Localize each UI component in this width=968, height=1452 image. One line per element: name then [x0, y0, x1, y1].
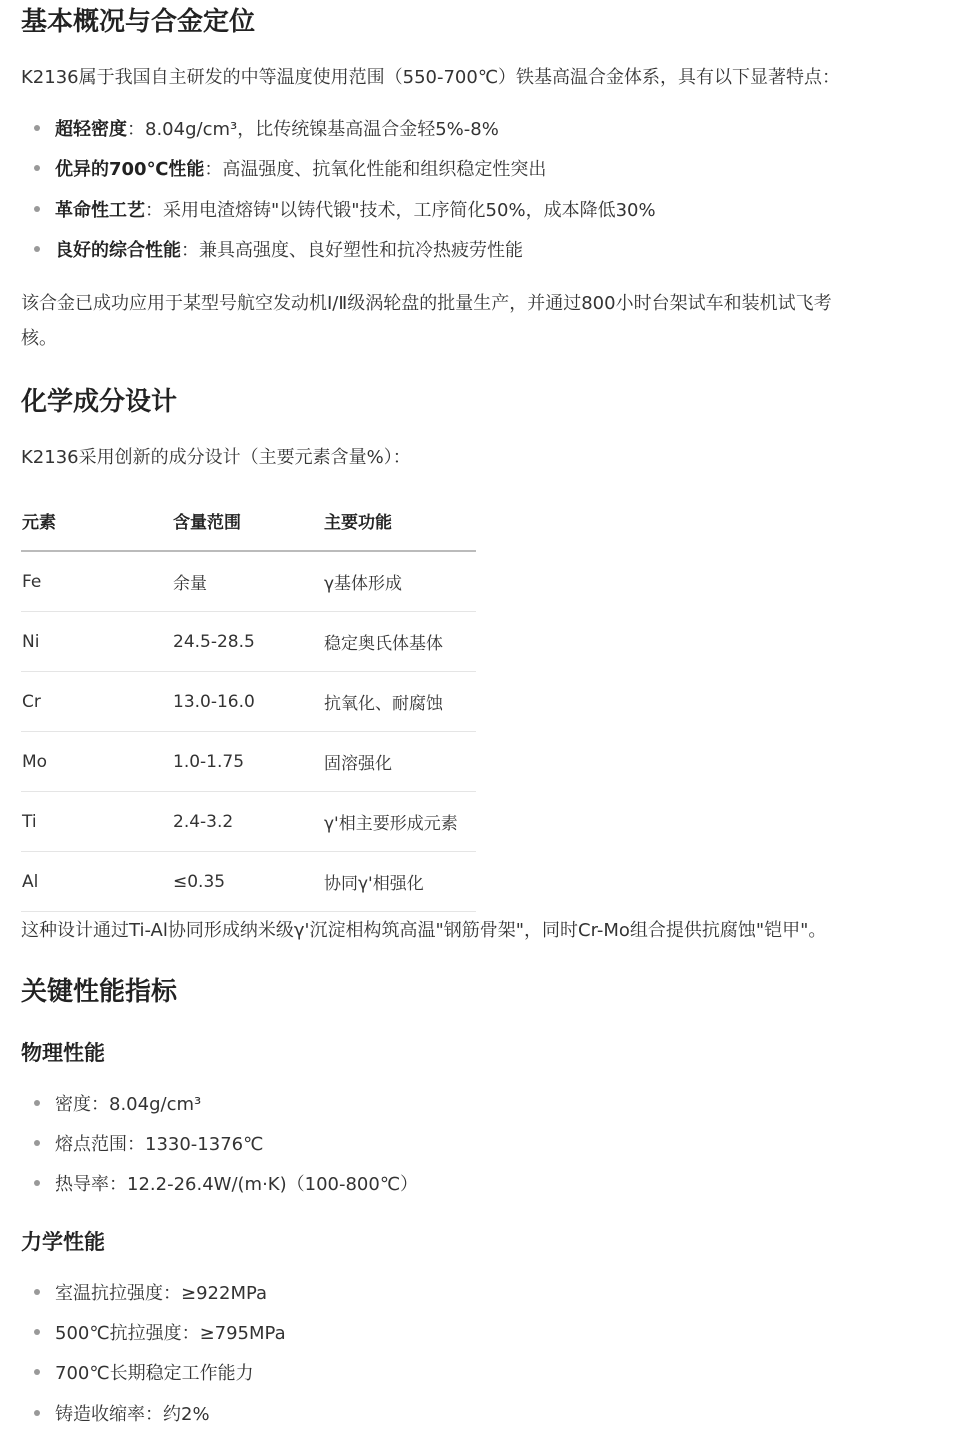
subheading-physical: 物理性能 — [21, 1041, 105, 1065]
section-heading-overview: 基本概况与合金定位 — [21, 7, 256, 37]
list-item: 700℃长期稳定工作能力 — [34, 1361, 254, 1387]
cell: Al — [21, 852, 172, 912]
column-header: 含量范围 — [172, 490, 323, 551]
cell: 24.5-28.5 — [172, 612, 323, 672]
cell: 余量 — [172, 551, 323, 612]
list-item — [34, 117, 499, 143]
list-item: 室温抗拉强度：≥922MPa — [34, 1281, 267, 1307]
table-row — [21, 792, 476, 852]
table-row — [21, 672, 476, 732]
application-paragraph-line1: 该合金已成功应用于某型号航空发动机Ⅰ/Ⅱ级涡轮盘的批量生产，并通过800小时台架试车和装机试飞考 — [21, 293, 832, 314]
cell: 2.4-3.2 — [172, 792, 323, 852]
list-item: 熔点范围：1330-1376℃ — [34, 1132, 263, 1158]
subheading-mechanical: 力学性能 — [21, 1230, 105, 1254]
composition-summary: 这种设计通过Ti-Al协同形成纳米级γ'沉淀相构筑高温"钢筋骨架"，同时Cr-Mo组合提供抗腐蚀"铠甲"。 — [21, 920, 827, 941]
list-item — [34, 198, 656, 224]
cell: 13.0-16.0 — [172, 672, 323, 732]
list-item — [34, 238, 523, 264]
item-label: 良好的综合性能 — [55, 240, 181, 261]
table-row — [21, 852, 476, 912]
section-heading-performance: 关键性能指标 — [21, 977, 178, 1007]
item-text: ：高温强度、抗氧化性能和组织稳定性突出 — [204, 159, 547, 180]
item-text: ：采用电渣熔铸"以铸代锻"技术，工序简化50%，成本降低30% — [145, 200, 656, 221]
list-item: 热导率：12.2-26.4W/(m·K)（100-800℃） — [34, 1172, 418, 1198]
composition-intro: K2136采用创新的成分设计（主要元素含量%）： — [21, 447, 411, 468]
column-header: 主要功能 — [323, 490, 476, 551]
cell: 稳定奥氏体基体 — [323, 612, 476, 672]
cell: γ基体形成 — [323, 551, 476, 612]
cell: 固溶强化 — [323, 732, 476, 792]
list-item: 密度：8.04g/cm³ — [34, 1092, 201, 1118]
intro-paragraph: K2136属于我国自主研发的中等温度使用范围（550-700℃）铁基高温合金体系，具有以下显著特点： — [21, 67, 841, 88]
table-row — [21, 551, 476, 612]
cell: Ni — [21, 612, 172, 672]
item-label: 优异的700℃性能 — [55, 159, 205, 180]
table-row — [21, 732, 476, 792]
table-row — [21, 612, 476, 672]
list-item — [34, 157, 546, 183]
composition-table — [21, 490, 476, 912]
cell: γ'相主要形成元素 — [323, 792, 476, 852]
cell: Fe — [21, 551, 172, 612]
item-text: ：兼具高强度、良好塑性和抗冷热疲劳性能 — [181, 240, 523, 261]
cell: 1.0-1.75 — [172, 732, 323, 792]
list-item: 铸造收缩率：约2% — [34, 1402, 210, 1428]
cell: Mo — [21, 732, 172, 792]
section-heading-composition: 化学成分设计 — [21, 387, 178, 417]
item-label: 革命性工艺 — [55, 200, 145, 221]
table-header-row — [21, 490, 476, 551]
item-label: 超轻密度 — [55, 119, 127, 140]
cell: 协同γ'相强化 — [323, 852, 476, 912]
list-item: 500℃抗拉强度：≥795MPa — [34, 1321, 286, 1347]
application-paragraph-line2: 核。 — [21, 328, 57, 349]
cell: Ti — [21, 792, 172, 852]
cell: ≤0.35 — [172, 852, 323, 912]
cell: Cr — [21, 672, 172, 732]
column-header: 元素 — [21, 490, 172, 551]
item-text: ：8.04g/cm³，比传统镍基高温合金轻5%-8% — [127, 119, 499, 140]
cell: 抗氧化、耐腐蚀 — [323, 672, 476, 732]
